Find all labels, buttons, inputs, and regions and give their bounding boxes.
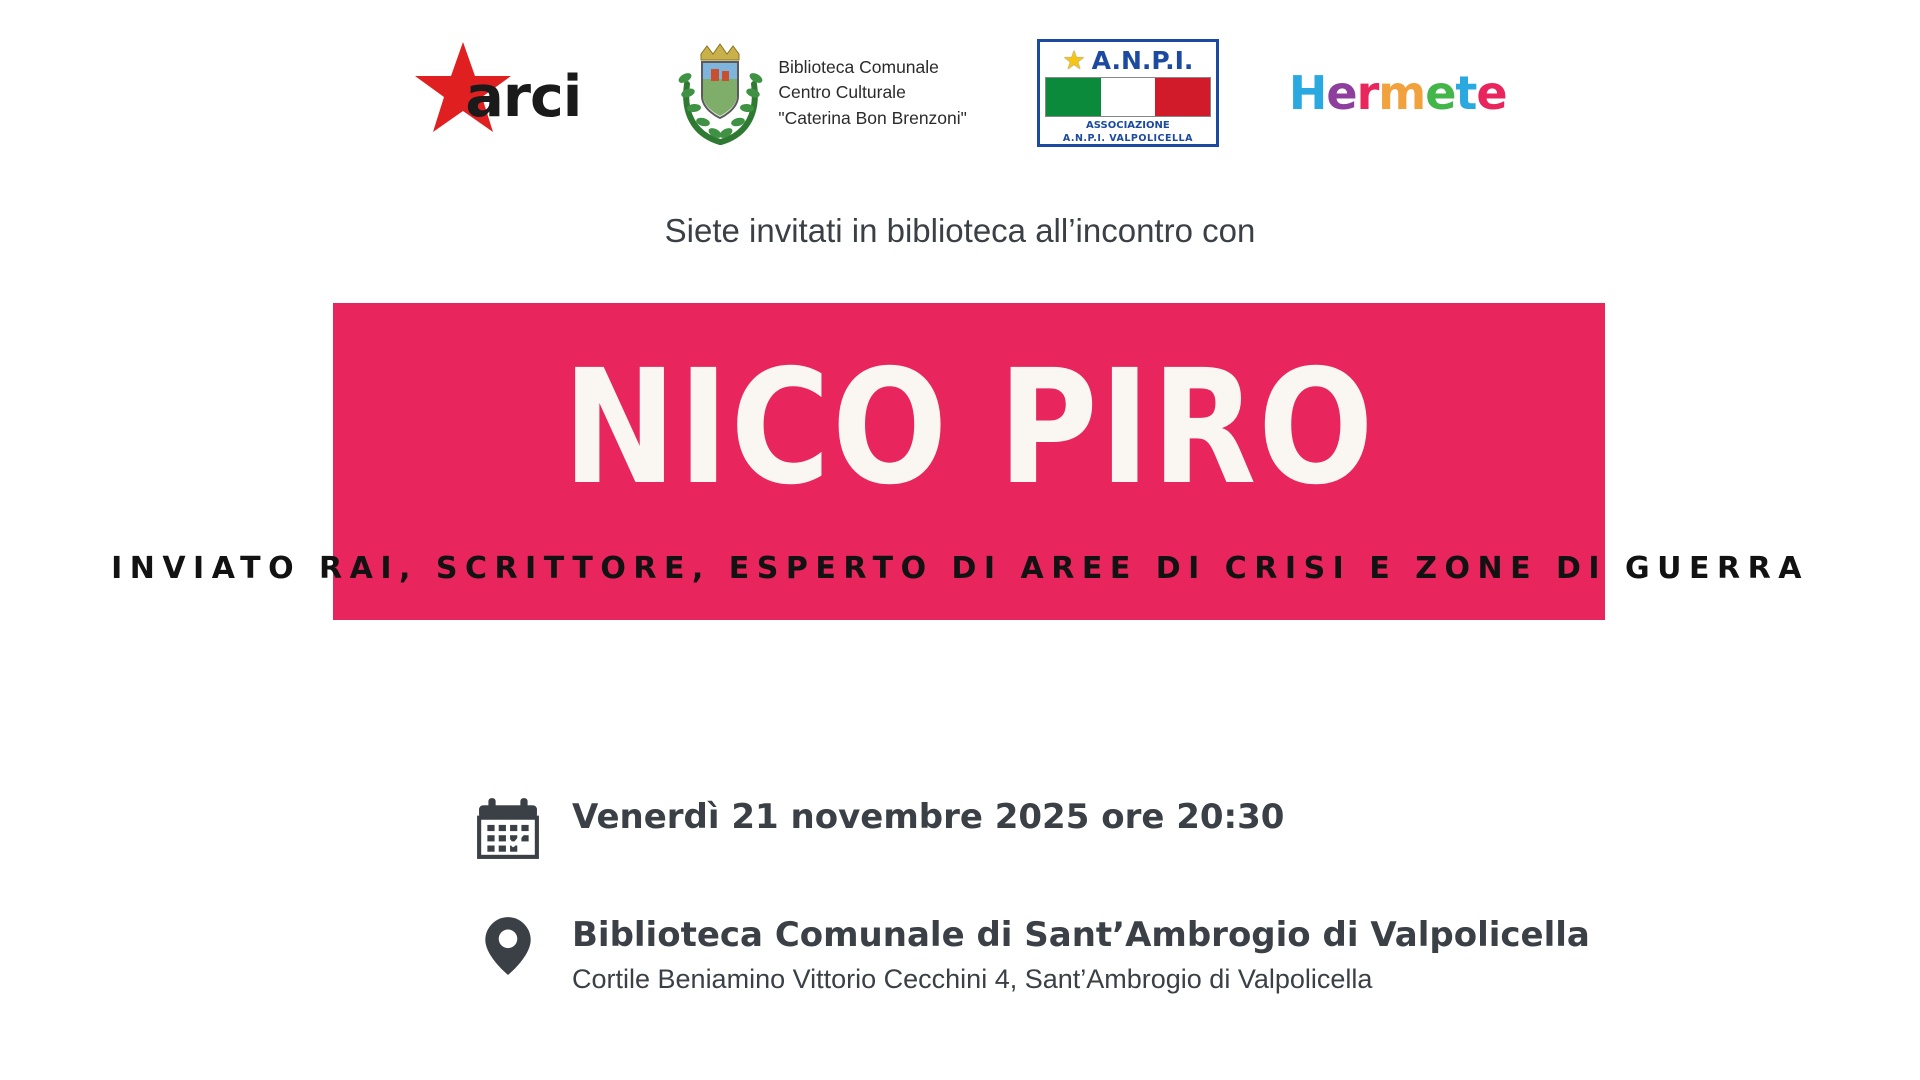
event-venue-name: Biblioteca Comunale di Sant’Ambrogio di Valpolicella: [572, 915, 1590, 955]
biblioteca-line-2: Centro Culturale: [778, 82, 906, 103]
hermete-letter-6: t: [1455, 66, 1477, 120]
invitation-line: Siete invitati in biblioteca all’incontro con: [664, 212, 1256, 249]
town-crest-icon: [673, 38, 768, 148]
calendar-icon: [470, 790, 546, 866]
hermete-letter-7: e: [1476, 66, 1507, 120]
arci-logo: [413, 38, 603, 148]
hermete-letter-4: m: [1378, 66, 1426, 120]
anpi-subtitle-1: ASSOCIAZIONE: [1086, 120, 1170, 131]
arci-logo-text: arci: [465, 64, 582, 130]
italian-flag-icon: [1045, 77, 1211, 117]
event-date-text: Venerdì 21 novembre 2025 ore 20:30: [572, 797, 1285, 837]
location-pin-icon: [470, 908, 546, 984]
biblioteca-line-1: Biblioteca Comunale: [778, 56, 939, 77]
star-icon: ★: [1062, 45, 1086, 75]
anpi-subtitle-2: A.N.P.I. VALPOLICELLA: [1062, 133, 1193, 144]
event-venue-row: [470, 908, 1590, 995]
anpi-logo: [1037, 39, 1219, 147]
biblioteca-comunale-logo: [673, 38, 967, 148]
event-venue-address: Cortile Beniamino Vittorio Cecchini 4, Sant’Ambrogio di Valpolicella: [572, 964, 1373, 995]
guest-subtitle: INVIATO RAI, SCRITTORE, ESPERTO DI AREE DI CRISI E ZONE DI GUERRA: [111, 551, 1809, 586]
hermete-letter-3: r: [1356, 66, 1379, 120]
logo-strip: [0, 18, 1920, 168]
biblioteca-logo-text: [778, 55, 967, 131]
event-details: [470, 790, 1590, 1037]
hermete-letter-2: e: [1326, 66, 1357, 120]
anpi-title: A.N.P.I.: [1091, 45, 1194, 75]
biblioteca-line-3: "Caterina Bon Brenzoni": [778, 107, 967, 128]
event-date-row: [470, 790, 1570, 866]
hermete-logo: [1288, 66, 1507, 120]
guest-name: NICO PIRO: [562, 336, 1376, 520]
hermete-letter-1: H: [1288, 66, 1327, 120]
hermete-letter-5: e: [1425, 66, 1456, 120]
